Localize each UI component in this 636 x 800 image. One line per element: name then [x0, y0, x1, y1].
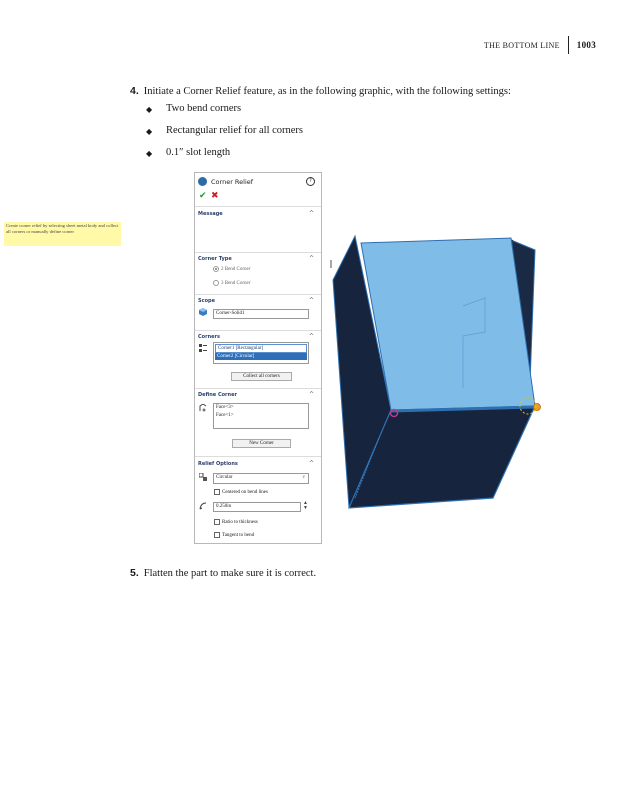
- radio-icon: [213, 280, 219, 286]
- step-5: [130, 567, 316, 579]
- chapter-title: THE BOTTOM LINE: [483, 40, 560, 50]
- ok-button[interactable]: ✔: [199, 191, 207, 201]
- divider: [195, 388, 321, 389]
- diamond-bullet-icon: ◆: [146, 105, 153, 114]
- diamond-bullet-icon: ◆: [146, 149, 153, 158]
- checkbox-icon: [214, 532, 220, 538]
- corner-relief-icon: [198, 177, 207, 186]
- collect-all-corners-button[interactable]: Collect all corners: [231, 372, 292, 381]
- corner-row-2[interactable]: Corner2 [Circular]: [215, 353, 307, 360]
- divider: [195, 206, 321, 207]
- corner-list-icon: [199, 344, 207, 352]
- face-item[interactable]: Face<1>: [216, 413, 234, 418]
- divider: [195, 330, 321, 331]
- collapse-caret-icon: ^: [308, 297, 314, 304]
- new-corner-button[interactable]: New Corner: [232, 439, 291, 448]
- step-5-text: Flatten the part to make sure it is correct.: [143, 568, 317, 579]
- collapse-caret-icon: ^: [308, 391, 314, 398]
- solid-body-icon: [199, 308, 207, 316]
- centered-on-bend-lines-checkbox[interactable]: Centered on bend lines: [214, 489, 268, 495]
- list-item: ◆ Two bend corners: [146, 103, 303, 125]
- settings-list: [146, 103, 303, 169]
- list-item: ◆ Rectangular relief for all corners: [146, 125, 303, 147]
- define-corner-icon: [199, 404, 207, 412]
- cancel-button[interactable]: ✖: [211, 191, 219, 201]
- page-number: 1003: [576, 40, 596, 50]
- corner-marker: [534, 404, 541, 411]
- distance-icon: [199, 502, 207, 510]
- top-face: [361, 238, 535, 410]
- running-header: [484, 36, 596, 54]
- divider: [195, 456, 321, 457]
- relief-distance-input[interactable]: 0.250in: [213, 502, 301, 512]
- help-icon[interactable]: ?: [306, 177, 315, 186]
- divider: [195, 294, 321, 295]
- header-divider: [568, 36, 569, 54]
- scope-body-field[interactable]: Corner-Solid1: [213, 309, 309, 319]
- collapse-caret-icon: ^: [308, 210, 314, 217]
- faces-listbox[interactable]: [213, 403, 309, 429]
- distance-spinner[interactable]: ▲ ▼: [303, 501, 308, 511]
- radio-selected-icon: [213, 266, 219, 272]
- relief-type-select[interactable]: Circular v: [213, 473, 309, 484]
- radio-3-bend-corner[interactable]: 3 Bend Corner: [213, 280, 250, 286]
- corners-heading[interactable]: Corners ^: [198, 333, 314, 340]
- relief-type-icon: [199, 473, 207, 481]
- scope-heading[interactable]: Scope ^: [198, 297, 314, 304]
- relief-options-heading[interactable]: Relief Options ^: [198, 460, 314, 467]
- corners-listbox[interactable]: [213, 342, 309, 364]
- diamond-bullet-icon: ◆: [146, 127, 153, 136]
- checkbox-icon: [214, 519, 220, 525]
- radio-2-bend-corner[interactable]: 2 Bend Corner: [213, 266, 250, 272]
- checkbox-icon: [214, 489, 220, 495]
- collapse-caret-icon: ^: [308, 333, 314, 340]
- message-text: Create corner relief by selecting sheet metal body and collect all corners or manually define corner: [4, 222, 121, 246]
- step-4-number: 4.: [130, 85, 139, 97]
- list-item: ◆ 0.1″ slot length: [146, 147, 303, 169]
- define-corner-heading[interactable]: Define Corner ^: [198, 391, 314, 398]
- corner-type-heading[interactable]: Corner Type ^: [198, 255, 314, 262]
- message-heading[interactable]: Message ^: [198, 210, 314, 217]
- sheet-metal-model-illustration: [325, 228, 545, 518]
- ratio-to-thickness-checkbox[interactable]: Ratio to thickness: [214, 519, 258, 525]
- step-4-text: Initiate a Corner Relief feature, as in the following graphic, with the following settings:: [143, 86, 511, 97]
- chevron-down-icon: v: [302, 475, 305, 480]
- collapse-caret-icon: ^: [308, 460, 314, 467]
- step-5-number: 5.: [130, 567, 139, 579]
- panel-title: Corner Relief: [211, 178, 254, 186]
- step-4: [130, 85, 511, 97]
- face-item[interactable]: Face<3>: [216, 405, 234, 410]
- collapse-caret-icon: ^: [308, 255, 314, 262]
- corner-row-1[interactable]: Corner1 [Rectangular]: [215, 344, 307, 353]
- tangent-to-bend-checkbox[interactable]: Tangent to bend: [214, 532, 254, 538]
- divider: [195, 252, 321, 253]
